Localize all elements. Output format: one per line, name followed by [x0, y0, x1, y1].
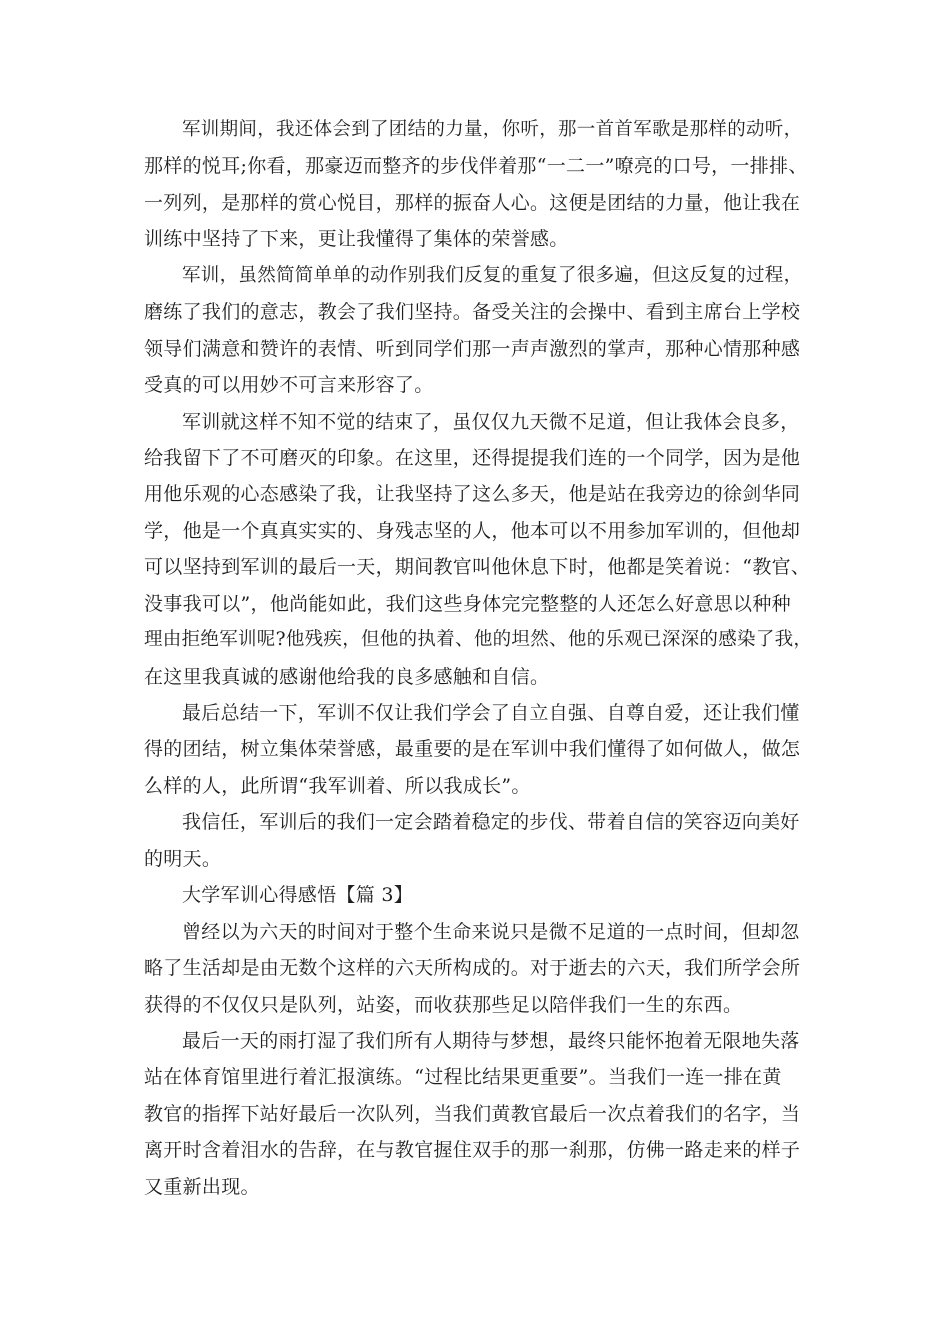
text-line: 军训期间，我还体会到了团结的力量，你听，那一首首军歌是那样的动听，	[182, 119, 803, 140]
text-line: 获得的不仅仅只是队列，站姿，而收获那些足以陪伴我们一生的东西。	[144, 993, 743, 1016]
text-line: 理由拒绝军训呢?他残疾，但他的执着、他的坦然、他的乐观已深深的感染了我，	[144, 629, 813, 651]
text-line: 在这里我真诚的感谢他给我的良多感触和自信。	[144, 665, 550, 688]
text-line: 受真的可以用妙不可言来形容了。	[144, 374, 434, 397]
text-line: 磨练了我们的意志，教会了我们坚持。备受关注的会操中、看到主席台上学校	[144, 301, 801, 324]
text-line: 曾经以为六天的时间对于整个生命来说只是微不足道的一点时间，但却忽	[182, 920, 800, 943]
text-line: 么样的人，此所谓“我军训着、所以我成长”。	[144, 774, 531, 797]
text-line: 站在体育馆里进行着汇报演练。“过程比结果更重要”。当我们一连一排在黄	[144, 1066, 782, 1089]
text-line: 用他乐观的心态感染了我，让我坚持了这么多天，他是站在我旁边的徐剑华同	[144, 483, 801, 506]
document-body	[144, 112, 814, 1205]
text-line: 领导们满意和赞许的表情、听到同学们那一声声激烈的掌声，那种心情那种感	[144, 337, 801, 360]
text-line: 大学军训心得感悟【篇 3】	[182, 884, 414, 907]
text-line: 训练中坚持了下来，更让我懂得了集体的荣誉感。	[144, 228, 569, 251]
text-line: 我信任，军训后的我们一定会踏着稳定的步伐、带着自信的笑容迈向美好	[182, 811, 800, 834]
text-line: 给我留下了不可磨灭的印象。在这里，还得提提我们连的一个同学，因为是他	[144, 446, 801, 469]
text-line: 可以坚持到军训的最后一天，期间教官叫他休息下时，他都是笑着说：“教官、	[144, 556, 811, 579]
text-line: 的明天。	[144, 847, 222, 870]
text-line: 一列列，是那样的赏心悦目，那样的振奋人心。这便是团结的力量，他让我在	[144, 191, 801, 214]
text-line: 离开时含着泪水的告辞，在与教官握住双手的那一刹那，仿佛一路走来的样子	[144, 1139, 801, 1162]
text-line: 最后总结一下，军训不仅让我们学会了自立自强、自尊自爱，还让我们懂	[182, 702, 800, 724]
text-line: 军训就这样不知不觉的结束了，虽仅仅九天微不足道，但让我体会良多，	[182, 410, 800, 433]
text-line: 教官的指挥下站好最后一次队列，当我们黄教官最后一次点着我们的名字，当	[144, 1102, 801, 1125]
text-line: 又重新出现。	[144, 1175, 260, 1198]
text-line: 那样的悦耳;你看，那豪迈而整齐的步伐伴着那“一二一”嘹亮的口号，一排排、	[144, 155, 808, 178]
text-line: 没事我可以”，他尚能如此，我们这些身体完完整整的人还怎么好意思以种种	[144, 592, 791, 615]
text-line: 略了生活却是由无数个这样的六天所构成的。对于逝去的六天，我们所学会所	[144, 957, 801, 980]
text-line: 军训，虽然简简单单的动作别我们反复的重复了很多遍，但这反复的过程，	[182, 264, 803, 286]
text-line: 得的团结，树立集体荣誉感，最重要的是在军训中我们懂得了如何做人，做怎	[144, 738, 801, 761]
text-line: 最后一天的雨打湿了我们所有人期待与梦想，最终只能怀抱着无限地失落	[182, 1029, 800, 1052]
text-line: 学，他是一个真真实实的、身残志坚的人，他本可以不用参加军训的，但他却	[144, 519, 801, 542]
